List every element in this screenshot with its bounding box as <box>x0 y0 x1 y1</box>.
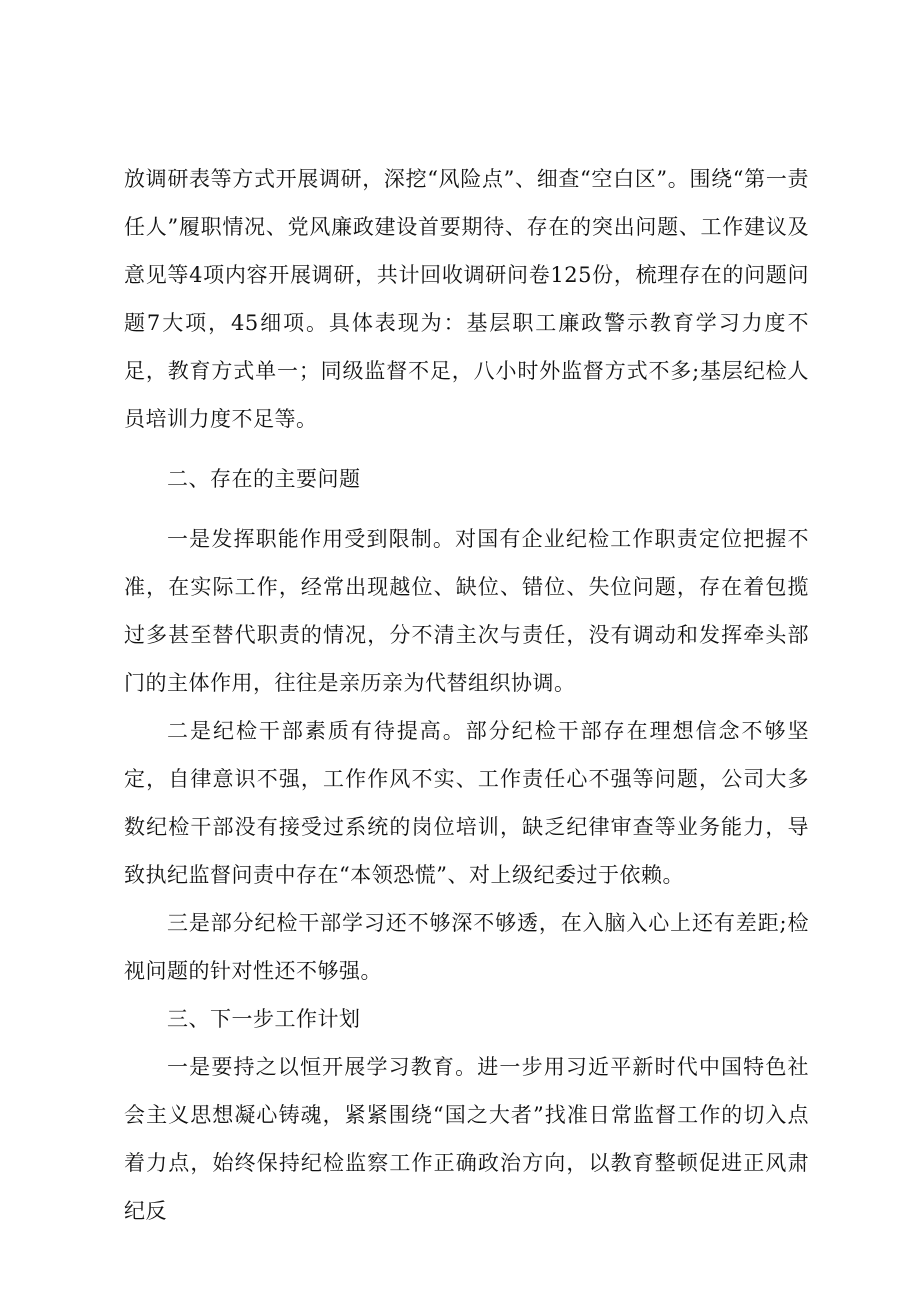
body-paragraph: 三是部分纪检干部学习还不够深不够透，在入脑入心上还有差距;检视问题的针对性还不够强。 <box>124 911 809 983</box>
body-paragraph: 一是要持之以恒开展学习教育。进一步用习近平新时代中国特色社会主义思想凝心铸魂，紧紧围绕“国之大者”找准日常监督工作的切入点着力点，始终保持纪检监察工作正确政治方向，以教育整顿促进正风肃纪反 <box>124 1055 809 1223</box>
body-paragraph: 一是发挥职能作用受到限制。对国有企业纪检工作职责定位把握不准，在实际工作，经常出现越位、缺位、错位、失位问题，存在着包揽过多甚至替代职责的情况，分不清主次与责任，没有调动和发挥牵头部门的主体作用，往往是亲历亲为代替组织协调。 <box>124 527 809 695</box>
body-paragraph: 二是纪检干部素质有待提高。部分纪检干部存在理想信念不够坚定，自律意识不强，工作作风不实、工作责任心不强等问题，公司大多数纪检干部没有接受过系统的岗位培训，缺乏纪律审查等业务能力，导致执纪监督问责中存在“本领恐慌”、对上级纪委过于依赖。 <box>124 719 809 887</box>
section-heading-problems: 二、存在的主要问题 <box>167 467 361 491</box>
section-heading-next-steps: 三、下一步工作计划 <box>167 1007 361 1031</box>
body-paragraph: 放调研表等方式开展调研，深挖“风险点”、细查“空白区”。围绕“第一责任人”履职情况、党风廉政建设首要期待、存在的突出问题、工作建议及意见等4项内容开展调研，共计回收调研问卷125份，梳理存在的问题问题7大项，45细项。具体表现为：基层职工廉政警示教育学习力度不足，教育方式单一；同级监督不足，八小时外监督方式不多;基层纪检人员培训力度不足等。 <box>124 167 809 431</box>
document-body <box>124 155 809 1235</box>
